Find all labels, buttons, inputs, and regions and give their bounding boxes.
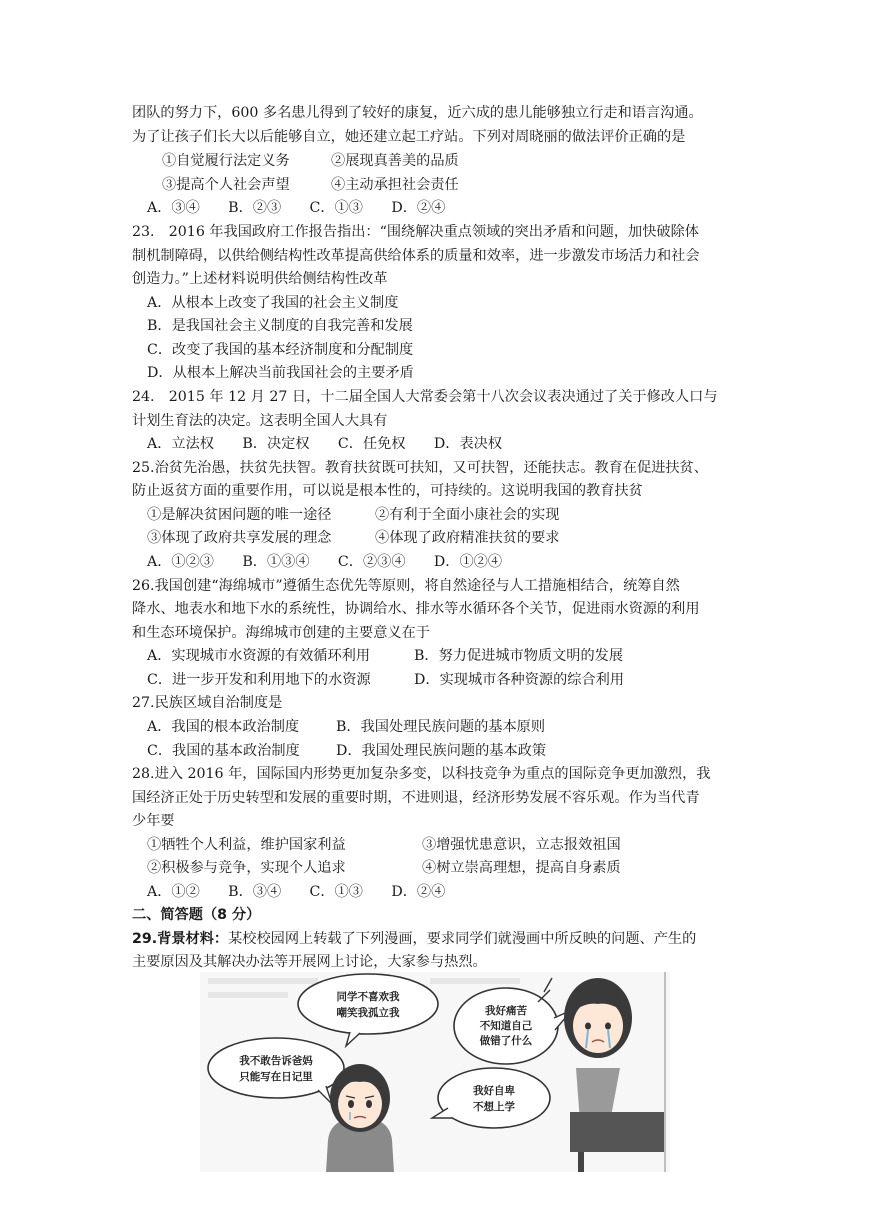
- q25-option-4: ④体现了政府精准扶贫的要求: [375, 530, 560, 546]
- q23-stem-line2: 制机制障碍，以供给侧结构性改革提高供给体系的质量和效率，进一步激发市场活力和社会: [132, 248, 700, 264]
- bubble4-line2: 不想上学: [473, 1101, 515, 1113]
- q28-option-3: ③增强忧患意识，立志报效祖国: [422, 837, 621, 853]
- q23-option-d: D．从根本上解决当前我国社会的主要矛盾: [147, 365, 414, 381]
- q26-option-a: A．实现城市水资源的有效循环利用: [147, 648, 371, 664]
- q24-stem-line1: 24. 2015 年 12 月 27 日，十二届全国人大常委会第十八次会议表决通过了关于修改人口与: [132, 389, 718, 405]
- q26-stem-line1: 26.我国创建“海绵城市”遵循生态优先等原则，将自然途径与人工措施相结合，统筹自然: [132, 578, 680, 594]
- bubble1-line2: 嘲笑我孤立我: [336, 1007, 400, 1019]
- q22-option-3: ③提高个人社会声望: [162, 177, 290, 193]
- q26-option-d: D．实现城市各种资源的综合利用: [414, 672, 625, 688]
- q22-answers: A．③④ B．②③ C．①③ D．②④: [147, 200, 446, 216]
- q23-option-a: A．从根本上改变了我国的社会主义制度: [147, 295, 399, 311]
- q27-stem: 27.民族区域自治制度是: [132, 695, 283, 711]
- q28-option-4: ④树立崇高理想，提高自身素质: [422, 860, 621, 876]
- q27-option-d: D．我国处理民族问题的基本政策: [336, 743, 547, 759]
- q24-answers: A．立法权 B．决定权 C．任免权 D．表决权: [147, 436, 503, 452]
- q22-option-1: ①自觉履行法定义务: [162, 153, 290, 169]
- q23-stem-line1: 23. 2016 年我国政府工作报告指出：“围绕解决重点领域的突出矛盾和问题，加快破除体: [132, 224, 699, 240]
- desk: [570, 1112, 664, 1152]
- q25-option-2: ②有利于全面小康社会的实现: [375, 507, 560, 523]
- q28-stem-line3: 少年要: [132, 813, 175, 829]
- bubble3-line1: 我不敢告诉爸妈: [239, 1055, 313, 1067]
- q24-stem-line2: 计划生育法的决定。这表明全国人大具有: [132, 413, 388, 429]
- q25-answers: A．①②③ B．①③④ C．②③④ D．①②④: [147, 554, 503, 570]
- girl-figure-sad: [326, 1064, 394, 1172]
- q28-answers: A．①② B．③④ C．①③ D．②④: [147, 884, 446, 900]
- q28-option-1: ①牺牲个人利益，维护国家利益: [147, 837, 346, 853]
- q22-stem-line2: 为了让孩子们长大以后能够自立，她还建立起工疗站。下列对周晓丽的做法评价正确的是: [132, 129, 686, 145]
- q26-stem-line3: 和生态环境保护。海绵城市创建的主要意义在于: [132, 625, 430, 641]
- q29-label: 29.背景材料：: [132, 931, 229, 947]
- comic-illustration: [200, 972, 670, 1172]
- q25-option-1: ①是解决贫困问题的唯一途径: [147, 507, 332, 523]
- q29-text: 某校校园网上转载了下列漫画，要求同学们就漫画中所反映的问题、产生的: [228, 931, 697, 947]
- q23-option-b: B．是我国社会主义制度的自我完善和发展: [147, 318, 413, 334]
- comic-svg: [200, 972, 670, 1172]
- bubble3-line2: 只能写在日记里: [239, 1071, 313, 1083]
- q28-stem-line1: 28.进入 2016 年，国际国内形势更加复杂多变，以科技竞争为重点的国际竞争更加激烈，我: [132, 766, 711, 782]
- q25-stem-line2: 防止返贫方面的重要作用，可以说是根本性的，可持续的。这说明我国的教育扶贫: [132, 483, 643, 499]
- bubble2-line3: 做错了什么: [479, 1035, 533, 1047]
- q22-stem-line1: 团队的努力下，600 多名患儿得到了较好的康复，近六成的患儿能够独立行走和语言沟通。: [132, 105, 703, 121]
- q25-stem-line1: 25.治贫先治愚，扶贫先扶智。教育扶贫既可扶知，又可扶智，还能扶志。教育在促进扶贫、: [132, 460, 708, 476]
- section-title: 二、简答题（8 分）: [132, 907, 261, 923]
- q22-option-2: ②展现真善美的品质: [331, 153, 459, 169]
- q28-option-2: ②积极参与竞争，实现个人追求: [147, 860, 346, 876]
- bubble2-line1: 我好痛苦: [485, 1005, 527, 1017]
- q23-option-c: C．改变了我国的基本经济制度和分配制度: [147, 342, 414, 358]
- q23-stem-line3: 创造力。”上述材料说明供给侧结构性改革: [132, 271, 388, 287]
- q22-option-4: ④主动承担社会责任: [331, 177, 459, 193]
- q27-option-a: A．我国的根本政治制度: [147, 719, 300, 735]
- bubble4-line1: 我好自卑: [473, 1085, 515, 1097]
- bubble1-line1: 同学不喜欢我: [336, 991, 400, 1003]
- q25-option-3: ③体现了政府共享发展的理念: [147, 530, 332, 546]
- q27-option-b: B．我国处理民族问题的基本原则: [336, 719, 546, 735]
- q29-stem-line1: [132, 928, 696, 950]
- q28-stem-line2: 国经济正处于历史转型和发展的重要时期，不进则退，经济形势发展不容乐观。作为当代青: [132, 790, 700, 806]
- q27-option-c: C．我国的基本政治制度: [147, 743, 300, 759]
- q26-stem-line2: 降水、地表水和地下水的系统性，协调给水、排水等水循环各个关节，促进雨水资源的利用: [132, 601, 700, 617]
- q29-stem-line2: 主要原因及其解决办法等开展网上讨论，大家参与热烈。: [132, 954, 487, 970]
- q26-option-c: C．进一步开发和利用地下的水资源: [147, 672, 371, 688]
- bubble2-line2: 不知道自己: [479, 1020, 533, 1032]
- q26-option-b: B．努力促进城市物质文明的发展: [414, 648, 624, 664]
